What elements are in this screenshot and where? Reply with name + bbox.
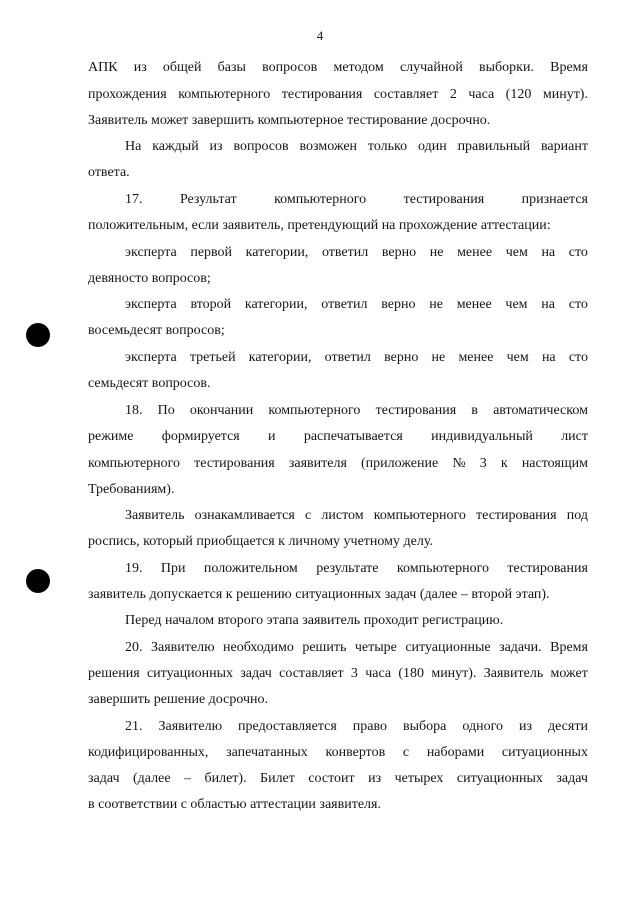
text-line xyxy=(88,59,588,77)
text-word: (120 xyxy=(505,87,532,102)
text-line: Перед началом второго этапа заявитель проходит регистрацию. xyxy=(125,613,504,628)
text-word: менее xyxy=(458,350,494,365)
text-word: При xyxy=(160,561,186,576)
text-word: автоматическом xyxy=(493,403,588,418)
text-word: компьютерного xyxy=(268,403,361,418)
text-word: не xyxy=(429,297,443,312)
text-word: тестирования xyxy=(375,403,457,418)
text-word: 18. xyxy=(125,403,143,418)
text-word: предоставляется xyxy=(238,719,337,734)
text-word: вопросов xyxy=(262,60,318,75)
text-word: из xyxy=(209,139,223,154)
text-line: в соответствии с областью аттестации заявителя. xyxy=(88,797,381,812)
text-word: чем xyxy=(505,297,528,312)
text-word: заявителя xyxy=(288,456,347,471)
text-line: девяносто вопросов; xyxy=(88,271,211,286)
text-word: часа xyxy=(468,87,495,102)
text-word: из xyxy=(368,771,382,786)
text-word: ответил xyxy=(321,245,369,260)
text-word: результате xyxy=(316,561,379,576)
text-word: эксперта xyxy=(125,245,177,260)
text-word: компьютерного xyxy=(178,87,271,102)
text-word: право xyxy=(352,719,387,734)
text-word: вопросов xyxy=(233,139,289,154)
text-line: Заявитель может завершить компьютерное тестирование досрочно. xyxy=(88,113,491,128)
text-word: минут). xyxy=(542,87,588,102)
text-line xyxy=(88,455,588,473)
text-word: на xyxy=(541,297,555,312)
text-word: тестирования xyxy=(476,508,557,523)
text-word: на xyxy=(541,245,556,260)
text-line: семьдесят вопросов. xyxy=(88,376,211,391)
text-word: компьютерного xyxy=(88,456,181,471)
text-word: из xyxy=(133,60,147,75)
text-word: ситуационные xyxy=(405,640,491,655)
text-word: По xyxy=(157,403,175,418)
text-word: под xyxy=(566,508,588,523)
text-word: третьей xyxy=(189,350,236,365)
text-word: – xyxy=(184,771,192,786)
text-line: ответа. xyxy=(88,165,130,180)
text-word: верно xyxy=(381,245,417,260)
text-word: категории, xyxy=(244,297,308,312)
text-word: вариант xyxy=(541,139,588,154)
text-word: (180 xyxy=(398,666,425,681)
text-word: решения xyxy=(88,666,140,681)
text-word: не xyxy=(429,245,444,260)
text-word: в xyxy=(471,403,478,418)
text-line xyxy=(125,507,588,525)
text-word: ответил xyxy=(321,297,368,312)
text-word: сто xyxy=(568,350,588,365)
text-word: задач xyxy=(556,771,588,786)
text-line xyxy=(125,639,588,657)
text-word: правильный xyxy=(457,139,531,154)
text-word: только xyxy=(367,139,408,154)
text-word: режиме xyxy=(88,429,134,444)
text-word: Заявитель xyxy=(483,666,544,681)
text-word: № xyxy=(452,456,466,471)
text-word: окончании xyxy=(189,403,254,418)
text-word: составляет xyxy=(279,666,344,681)
text-word: эксперта xyxy=(125,350,177,365)
text-word: наборами xyxy=(426,745,485,760)
text-word: задач xyxy=(240,666,272,681)
text-word: возможен xyxy=(299,139,358,154)
text-word: методом xyxy=(333,60,384,75)
text-word: минут). xyxy=(431,666,477,681)
text-word: Время xyxy=(550,60,588,75)
text-word: Результат xyxy=(179,192,237,207)
text-word: к xyxy=(500,456,508,471)
text-word: с xyxy=(305,508,312,523)
text-line: роспись, который приобщается к личному учетному делу. xyxy=(88,534,433,549)
text-word: Заявителю xyxy=(158,719,223,734)
text-word: АПК xyxy=(88,60,118,75)
text-word: индивидуальный xyxy=(431,429,533,444)
text-word: может xyxy=(550,666,588,681)
text-word: менее xyxy=(456,297,492,312)
text-word: ознакамливается xyxy=(194,508,295,523)
text-word: на xyxy=(541,350,556,365)
text-word: из xyxy=(518,719,532,734)
text-line xyxy=(125,191,588,209)
text-word: решить xyxy=(302,640,347,655)
text-word: менее xyxy=(457,245,493,260)
text-word: 2 xyxy=(449,87,457,102)
text-line xyxy=(88,744,588,762)
text-line xyxy=(125,402,588,420)
text-word: компьютерного xyxy=(274,192,367,207)
text-word: Время xyxy=(550,640,588,655)
text-word: четырех xyxy=(394,771,444,786)
text-word: верно xyxy=(384,350,419,365)
text-word: десяти xyxy=(548,719,588,734)
text-word: 17. xyxy=(125,192,143,207)
text-word: выборки. xyxy=(479,60,534,75)
text-word: часа xyxy=(365,666,392,681)
text-word: выбора xyxy=(403,719,447,734)
page-number: 4 xyxy=(316,28,324,43)
text-word: Заявитель xyxy=(125,508,185,523)
text-word: запечатанных xyxy=(226,745,308,760)
text-word: (приложение xyxy=(361,456,439,471)
text-word: случайной xyxy=(399,60,463,75)
text-word: один xyxy=(417,139,447,154)
punch-hole-mark xyxy=(26,323,50,347)
text-line xyxy=(88,428,588,446)
text-word: и xyxy=(268,429,276,444)
text-line: завершить решение досрочно. xyxy=(88,692,269,707)
text-word: конвертов xyxy=(325,745,386,760)
text-word: (далее xyxy=(133,771,171,786)
text-word: Заявителю xyxy=(150,640,215,655)
text-line: Требованиям). xyxy=(88,482,175,497)
text-word: положительном xyxy=(203,561,298,576)
text-word: ситуационных xyxy=(456,771,543,786)
text-word: кодифицированных, xyxy=(88,745,209,760)
text-word: состоит xyxy=(308,771,355,786)
text-word: необходимо xyxy=(223,640,294,655)
text-word: 20. xyxy=(125,640,143,655)
text-word: верно xyxy=(381,297,416,312)
text-word: тестирования xyxy=(281,87,363,102)
punch-hole-mark xyxy=(26,569,50,593)
text-line: заявитель допускается к решению ситуационных задач (далее – второй этап). xyxy=(88,587,550,602)
text-word: билет). xyxy=(204,771,247,786)
text-word: настоящим xyxy=(521,456,588,471)
text-word: одного xyxy=(462,719,503,734)
text-word: тестирования xyxy=(403,192,485,207)
text-word: ситуационных xyxy=(146,666,233,681)
text-line xyxy=(125,718,588,736)
text-word: общей xyxy=(162,60,202,75)
text-word: категории, xyxy=(248,350,312,365)
text-line xyxy=(125,138,588,156)
text-word: тестирования xyxy=(194,456,275,471)
text-word: сто xyxy=(568,245,588,260)
text-word: эксперта xyxy=(125,297,177,312)
text-word: формируется xyxy=(161,429,240,444)
text-word: не xyxy=(431,350,446,365)
text-word: Билет xyxy=(260,771,295,786)
text-word: задачи. xyxy=(499,640,542,655)
text-word: 21. xyxy=(125,719,143,734)
text-line xyxy=(88,665,588,683)
text-word: четыре xyxy=(354,640,397,655)
text-word: чем xyxy=(506,350,529,365)
text-word: лист xyxy=(561,429,588,444)
text-line: положительным, если заявитель, претендующий на прохождение аттестации: xyxy=(88,218,551,233)
text-word: категории, xyxy=(245,245,309,260)
text-word: тестирования xyxy=(507,561,588,576)
text-word: составляет xyxy=(373,87,439,102)
text-word: 3 xyxy=(479,456,487,471)
text-line xyxy=(125,560,588,578)
text-word: компьютерного xyxy=(373,508,466,523)
text-line xyxy=(125,244,588,262)
text-word: 19. xyxy=(125,561,143,576)
text-word: второй xyxy=(190,297,232,312)
text-word: чем xyxy=(505,245,528,260)
text-word: листом xyxy=(321,508,364,523)
text-word: ответил xyxy=(324,350,371,365)
text-line: восемьдесят вопросов; xyxy=(88,323,225,338)
text-word: базы xyxy=(217,60,246,75)
text-word: первой xyxy=(190,245,233,260)
text-word: ситуационных xyxy=(501,745,588,760)
text-word: компьютерного xyxy=(396,561,489,576)
text-word: каждый xyxy=(152,139,199,154)
text-word: распечатывается xyxy=(303,429,403,444)
text-word: задач xyxy=(88,771,120,786)
text-line xyxy=(88,770,588,788)
text-word: признается xyxy=(521,192,588,207)
text-word: с xyxy=(402,745,410,760)
text-word: сто xyxy=(568,297,588,312)
text-line xyxy=(125,349,588,367)
text-word: На xyxy=(125,139,142,154)
text-line xyxy=(88,86,588,104)
text-word: 3 xyxy=(350,666,358,681)
text-line xyxy=(125,296,588,314)
text-word: прохождения xyxy=(88,87,167,102)
